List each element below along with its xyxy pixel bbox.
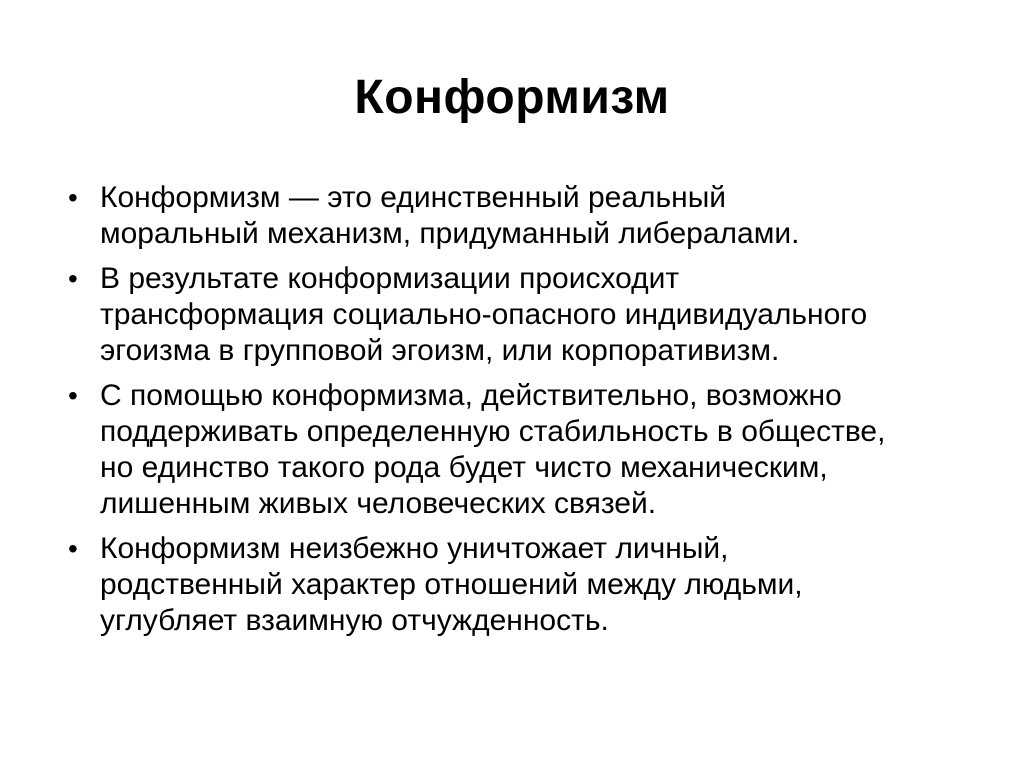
bullet-icon: •	[68, 380, 78, 411]
bullet-item-2	[68, 261, 968, 369]
bullet-icon: •	[68, 263, 78, 294]
bullet-2-line-3: эгоизма в групповой эгоизм, или корпоративизм.	[100, 334, 780, 367]
bullet-item-4	[68, 531, 968, 639]
bullet-2-line-2: трансформация социально-опасного индивидуального	[100, 298, 868, 331]
bullet-icon: •	[68, 533, 78, 564]
bullet-list	[68, 180, 968, 648]
bullet-icon: •	[68, 182, 78, 213]
bullet-item-1	[68, 180, 968, 252]
bullet-4-line-3: углубляет взаимную отчужденность.	[100, 604, 609, 637]
bullet-1-line-2: моральный механизм, придуманный либералами.	[100, 217, 800, 250]
bullet-2-line-1: В результате конформизации происходит	[100, 262, 680, 295]
bullet-3-line-3: но единство такого рода будет чисто механическим,	[100, 451, 828, 484]
bullet-4-line-1: Конформизм неизбежно уничтожает личный,	[100, 532, 729, 565]
bullet-3-line-4: лишенным живых человеческих связей.	[100, 487, 657, 520]
bullet-4-line-2: родственный характер отношений между людьми,	[100, 568, 803, 601]
bullet-3-line-2: поддерживать определенную стабильность в обществе,	[100, 415, 886, 448]
bullet-item-3	[68, 378, 968, 522]
bullet-1-line-1: Конформизм — это единственный реальный	[100, 181, 727, 214]
slide-title: Конформизм	[354, 71, 670, 124]
bullet-3-line-1: С помощью конформизма, действительно, возможно	[100, 379, 842, 412]
